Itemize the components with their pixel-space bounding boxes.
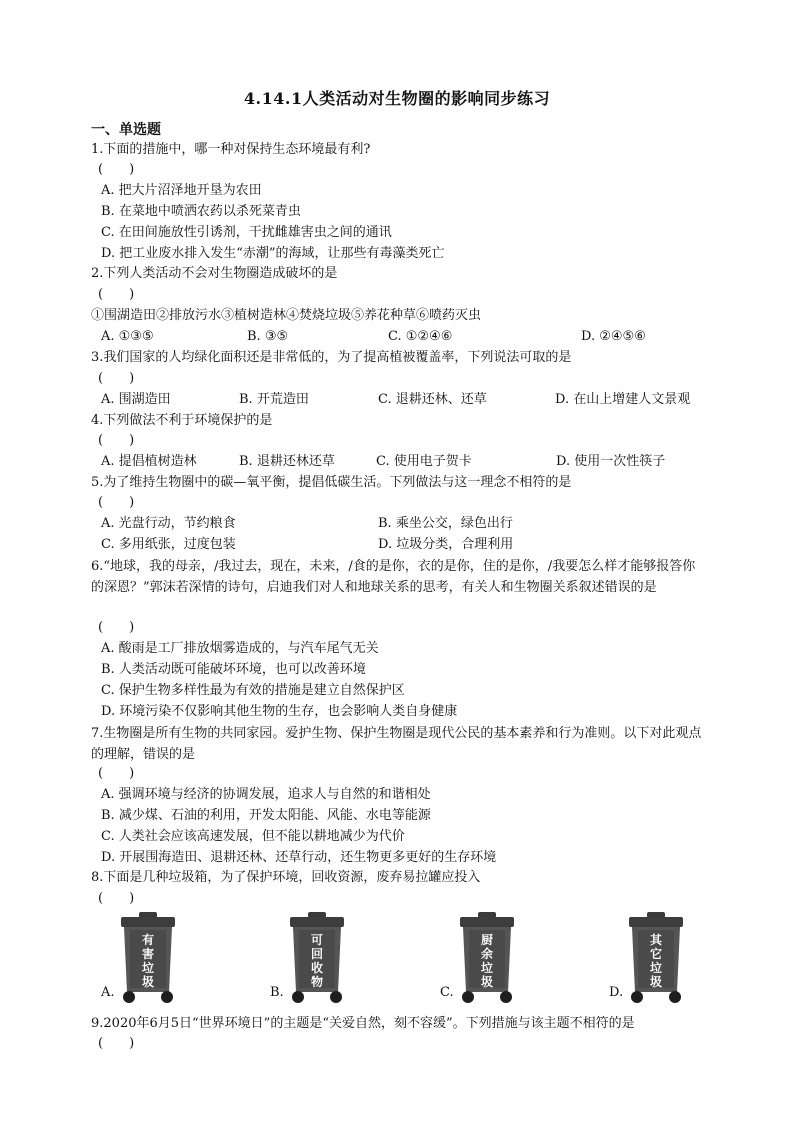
question-7-option-a: A. 强调环境与经济的协调发展，追求人与自然的和谐相处 bbox=[101, 787, 431, 802]
question-2-option-d: D. ②④⑤⑥ bbox=[581, 329, 646, 344]
question-6-option-a: A. 酸雨是工厂排放烟雾造成的，与汽车尾气无关 bbox=[101, 641, 379, 656]
bin-label-char: 可 bbox=[310, 933, 324, 947]
question-3-option-c: C. 退耕还林、还草 bbox=[378, 392, 487, 407]
question-6-stem: 6.“地球，我的母亲，/我过去，现在，未来，/食的是你，衣的是你，住的是你，/我要怎么样才能够报答你的深恩？”郭沫若深情的诗句，启迪我们对人和地球关系的思考，有关人和生物圈关系叙述错误的是 bbox=[91, 559, 696, 595]
question-7-option-c: C. 人类社会应该高速发展，但不能以耕地减少为代价 bbox=[101, 829, 405, 844]
bin-option-d bbox=[609, 912, 729, 1004]
bin-option-a bbox=[101, 912, 221, 1004]
question-2-option-a: A. ①③⑤ bbox=[101, 329, 154, 344]
question-2-option-b: B. ③⑤ bbox=[247, 329, 289, 344]
question-3-option-b: B. 开荒造田 bbox=[239, 392, 309, 407]
question-7-answer-blank: ( ) bbox=[98, 766, 135, 781]
trash-bin-icon bbox=[117, 912, 179, 1004]
question-5-answer-blank: ( ) bbox=[98, 495, 135, 510]
bin-label-char: 圾 bbox=[141, 975, 155, 989]
bin-label-char: 厨 bbox=[480, 933, 494, 947]
bin-label-char: 余 bbox=[480, 947, 494, 961]
bin-option-c bbox=[440, 912, 560, 1004]
question-8-answer-blank: ( ) bbox=[98, 891, 135, 906]
question-3-option-d: D. 在山上增建人文景观 bbox=[555, 392, 691, 407]
question-4-option-d: D. 使用一次性筷子 bbox=[556, 454, 666, 469]
question-6-option-c: C. 保护生物多样性最为有效的措施是建立自然保护区 bbox=[101, 683, 405, 698]
trash-bin-icon bbox=[625, 912, 687, 1004]
bin-label-char: 垃 bbox=[649, 961, 663, 975]
question-8-stem: 8.下面是几种垃圾箱，为了保护环境，回收资源，废弃易拉罐应投入 bbox=[91, 870, 481, 885]
question-2-items: ①围湖造田②排放污水③植树造林④焚烧垃圾⑤养花种草⑥喷药灭虫 bbox=[91, 308, 482, 323]
question-8-bin-options bbox=[0, 912, 794, 1004]
question-9-answer-blank: ( ) bbox=[98, 1036, 135, 1051]
trash-bin-icon bbox=[456, 912, 518, 1004]
question-1-option-d: D. 把工业废水排入发生“赤潮”的海域，让那些有毒藻类死亡 bbox=[101, 246, 445, 261]
question-1-stem: 1.下面的措施中，哪一种对保持生态环境最有利? bbox=[91, 142, 371, 157]
page-title: 4.14.1人类活动对生物圈的影响同步练习 bbox=[243, 89, 551, 108]
question-4-option-a: A. 提倡植树造林 bbox=[101, 454, 197, 469]
question-2-answer-blank: ( ) bbox=[98, 287, 135, 302]
question-2-stem: 2.下列人类活动不会对生物圈造成破坏的是 bbox=[91, 266, 338, 281]
question-6-answer-blank: ( ) bbox=[98, 620, 135, 635]
bin-option-letter: B. bbox=[270, 985, 284, 1000]
bin-label-char: 垃 bbox=[480, 961, 494, 975]
question-3-answer-blank: ( ) bbox=[98, 371, 135, 386]
question-1-option-b: B. 在菜地中喷洒农药以杀死菜青虫 bbox=[101, 204, 301, 219]
bin-option-letter: D. bbox=[609, 985, 624, 1000]
bin-label-char: 回 bbox=[310, 947, 324, 961]
question-4-option-c: C. 使用电子贺卡 bbox=[376, 454, 472, 469]
question-3-stem: 3.我们国家的人均绿化面积还是非常低的，为了提高植被覆盖率，下列说法可取的是 bbox=[91, 350, 572, 365]
bin-label-char: 害 bbox=[141, 947, 155, 961]
bin-label-char: 物 bbox=[310, 975, 324, 989]
bin-option-letter: C. bbox=[440, 985, 454, 1000]
section-heading: 一、单选题 bbox=[91, 122, 161, 138]
question-9-stem: 9.2020年6月5日“世界环境日”的主题是“关爱自然，刻不容缓”。下列措施与该主题不相符的是 bbox=[91, 1016, 635, 1031]
bin-label-char: 圾 bbox=[649, 975, 663, 989]
question-5-option-b: B. 乘坐公交，绿色出行 bbox=[378, 516, 513, 531]
question-4-answer-blank: ( ) bbox=[98, 433, 135, 448]
question-3-option-a: A. 围湖造田 bbox=[101, 392, 171, 407]
question-4-stem: 4.下列做法不利于环境保护的是 bbox=[91, 413, 273, 428]
bin-option-letter: A. bbox=[101, 985, 115, 1000]
question-5-option-c: C. 多用纸张，过度包装 bbox=[101, 537, 236, 552]
question-5-option-d: D. 垃圾分类，合理利用 bbox=[378, 537, 514, 552]
question-1-answer-blank: ( ) bbox=[98, 162, 135, 177]
question-5-option-a: A. 光盘行动，节约粮食 bbox=[101, 516, 236, 531]
question-7-option-b: B. 减少煤、石油的利用，开发太阳能、风能、水电等能源 bbox=[101, 808, 431, 823]
question-6-option-b: B. 人类活动既可能破坏环境，也可以改善环境 bbox=[101, 662, 366, 677]
trash-bin-icon bbox=[286, 912, 348, 1004]
bin-label-char: 圾 bbox=[480, 975, 494, 989]
bin-option-b bbox=[270, 912, 390, 1004]
bin-label-char: 它 bbox=[649, 947, 663, 961]
bin-label-char: 其 bbox=[649, 933, 663, 947]
question-1-option-a: A. 把大片沼泽地开垦为农田 bbox=[101, 183, 262, 198]
bin-label-char: 收 bbox=[310, 961, 324, 975]
question-5-stem: 5.为了维持生物圈中的碳—氧平衡，提倡低碳生活。下列做法与这一理念不相符的是 bbox=[91, 475, 572, 490]
question-7-option-d: D. 开展围海造田、退耕还林、还草行动，还生物更多更好的生存环境 bbox=[101, 850, 497, 865]
question-7-stem: 7.生物圈是所有生物的共同家园。爱护生物、保护生物圈是现代公民的基本素养和行为准则。以下对此观点的理解，错误的是 bbox=[91, 726, 702, 762]
question-4-option-b: B. 退耕还林还草 bbox=[239, 454, 335, 469]
question-1-option-c: C. 在田间施放性引诱剂，干扰雌雄害虫之间的通讯 bbox=[101, 225, 392, 240]
bin-label-char: 垃 bbox=[141, 961, 155, 975]
bin-label-char: 有 bbox=[141, 933, 155, 947]
question-6-option-d: D. 环境污染不仅影响其他生物的生存，也会影响人类自身健康 bbox=[101, 704, 458, 719]
question-2-option-c: C. ①②④⑥ bbox=[388, 329, 453, 344]
